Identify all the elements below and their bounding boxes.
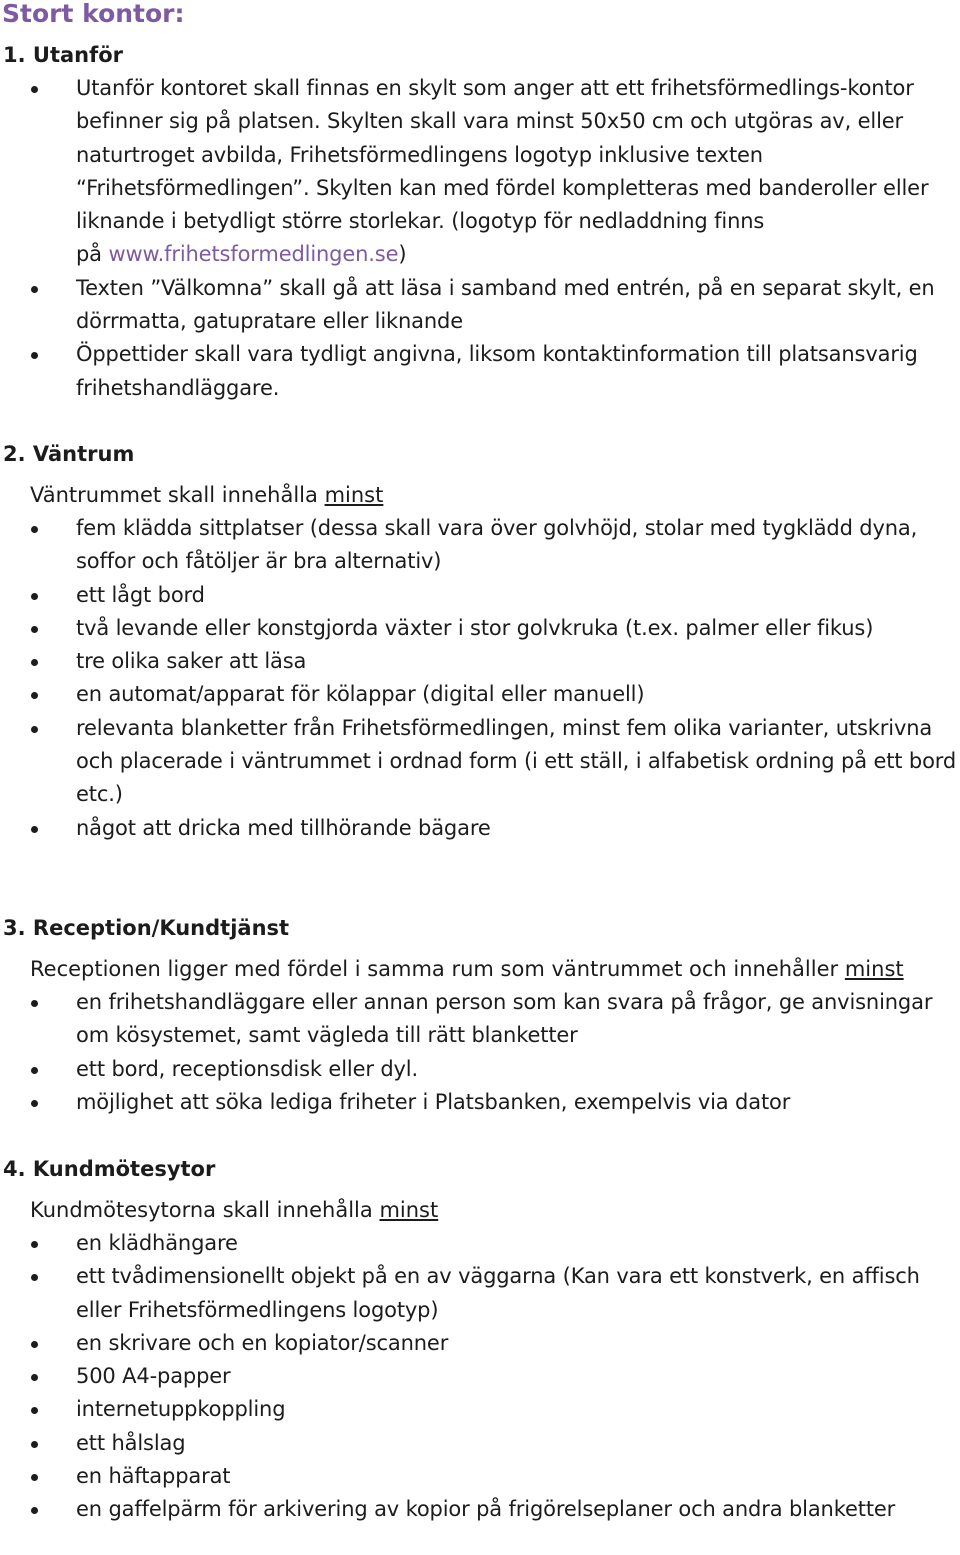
list-item: fem klädda sittplatser (dessa skall vara över golvhöjd, stolar med tygklädd dyna, soffor och fåtöljer är bra alternativ) [0, 512, 960, 579]
section-heading-utanfor: 1. Utanför [3, 43, 124, 67]
list-item: ett hålslag [0, 1427, 960, 1460]
emphasis-minst: minst [844, 957, 904, 981]
bullet-list-utanfor [0, 72, 960, 405]
website-link[interactable]: www.frihetsformedlingen.se [108, 242, 399, 267]
list-item: ett tvådimensionellt objekt på en av väggarna (Kan vara ett konstverk, en affisch eller Frihetsförmedlingens logotyp) [0, 1260, 960, 1327]
list-item: något att dricka med tillhörande bägare [0, 812, 960, 845]
list-item: en gaffelpärm för arkivering av kopior på frigörelseplaner och andra blanketter [0, 1493, 960, 1526]
bullet-list-kundmotesytor [0, 1227, 960, 1527]
section-intro-reception: Receptionen ligger med fördel i samma rum som väntrummet och innehåller minst [30, 957, 904, 981]
list-item: två levande eller konstgjorda växter i stor golvkruka (t.ex. palmer eller fikus) [0, 612, 960, 645]
list-item: en häftapparat [0, 1460, 960, 1493]
list-item: tre olika saker att läsa [0, 645, 960, 678]
emphasis-minst: minst [324, 483, 384, 507]
section-heading-reception: 3. Reception/Kundtjänst [3, 916, 290, 940]
bullet-list-reception [0, 986, 960, 1119]
list-item: Utanför kontoret skall finnas en skylt som anger att ett frihetsförmedlings-kontor befinner sig på platsen. Skylten skall vara minst 50x50 cm och utgöras av, eller naturtroget avbilda, Frihetsförmedlingens logotyp inklusive texten “Frihetsförmedlingen”. Skylten kan med fördel kompletteras med banderoller eller liknande i betydligt större storlekar. (logotyp för nedladdning finns på www.frihetsformedlingen.se) [0, 72, 960, 272]
section-heading-kundmotesytor: 4. Kundmötesytor [3, 1157, 216, 1181]
list-item: internetuppkoppling [0, 1393, 960, 1426]
section-heading-vantrum: 2. Väntrum [3, 442, 135, 466]
page-title: Stort kontor: [2, 0, 185, 28]
list-item: relevanta blanketter från Frihetsförmedlingen, minst fem olika varianter, utskrivna och placerade i väntrummet i ordnad form (i ett ställ, i alfabetisk ordning på ett bord etc.) [0, 712, 960, 812]
list-item: 500 A4-papper [0, 1360, 960, 1393]
list-item: ett lågt bord [0, 579, 960, 612]
section-intro-vantrum: Väntrummet skall innehålla minst [30, 483, 384, 507]
list-item: en frihetshandläggare eller annan person som kan svara på frågor, ge anvisningar om kösystemet, samt vägleda till rätt blanketter [0, 986, 960, 1053]
emphasis-minst: minst [379, 1198, 439, 1222]
list-item: en skrivare och en kopiator/scanner [0, 1327, 960, 1360]
list-item: Öppettider skall vara tydligt angivna, liksom kontaktinformation till platsansvarig frihetshandläggare. [0, 338, 960, 405]
list-item: Texten ”Välkomna” skall gå att läsa i samband med entrén, på en separat skylt, en dörrmatta, gatupratare eller liknande [0, 272, 960, 339]
list-item: möjlighet att söka lediga friheter i Platsbanken, exempelvis via dator [0, 1086, 960, 1119]
list-item: ett bord, receptionsdisk eller dyl. [0, 1053, 960, 1086]
list-item: en klädhängare [0, 1227, 960, 1260]
list-item: en automat/apparat för kölappar (digital eller manuell) [0, 678, 960, 711]
section-intro-kundmotesytor: Kundmötesytorna skall innehålla minst [30, 1198, 439, 1222]
bullet-list-vantrum [0, 512, 960, 845]
